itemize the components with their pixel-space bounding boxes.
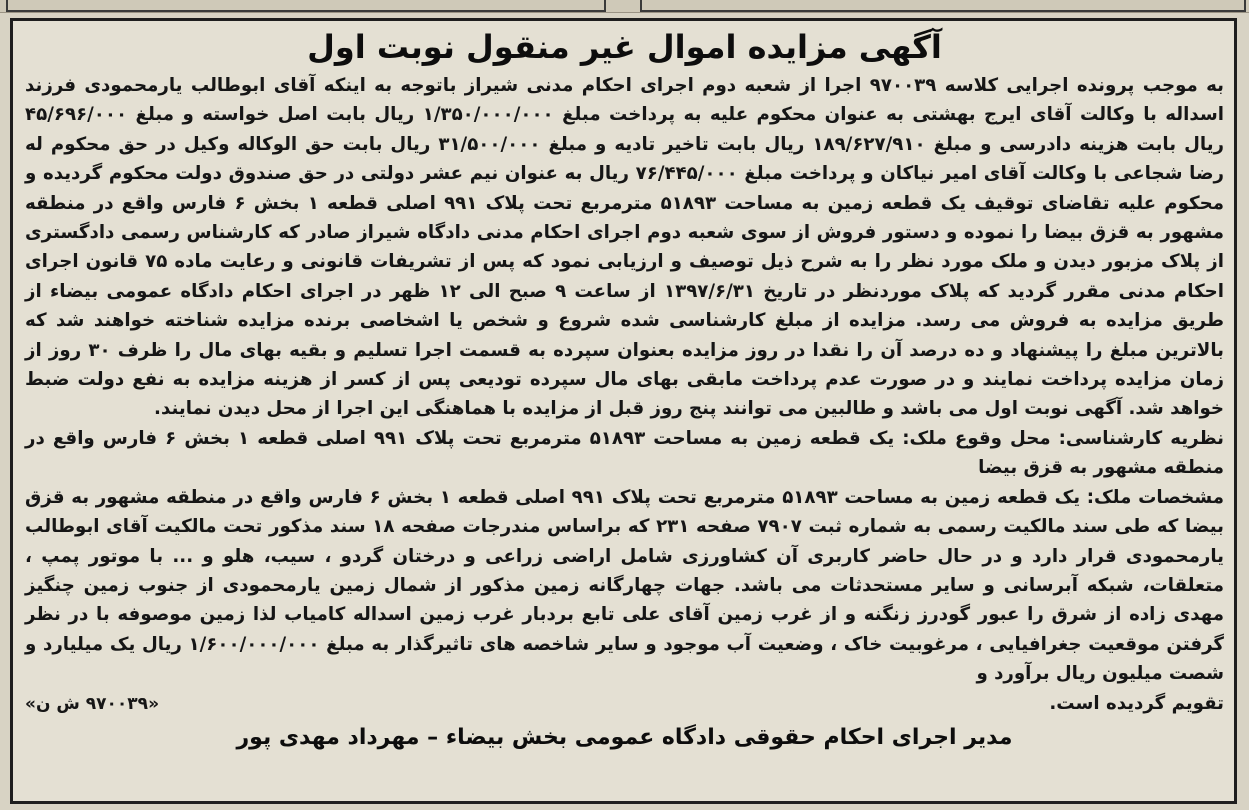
notice-title: آگهی مزایده اموال غیر منقول نوبت اول — [307, 28, 942, 66]
notice-body — [25, 71, 1224, 719]
adjacent-ad-box-right — [640, 0, 1246, 12]
closing-text: تقویم گردیده است. — [1049, 692, 1224, 714]
closing-line — [25, 689, 1224, 719]
main-paragraph: به موجب پرونده اجرایی کلاسه ۹۷۰۰۳۹ اجرا از شعبه دوم اجرای احکام مدنی شیراز باتوجه به اینکه آقای ابوطالب یارمحمودی فرزند اسداله با وکالت آقای ایرج بهشتی به عنوان محکوم علیه به پرداخت مبلغ ۱/۳۵۰/۰۰۰/۰۰۰ ریال بابت اصل خواسته و مبلغ ۴۵/۶۹۶/۰۰۰ ریال بابت هزینه دادرسی و مبلغ ۱۸۹/۶۲۷/۹۱۰ ریال بابت تاخیر تادیه و مبلغ ۳۱/۵۰۰/۰۰۰ ریال بابت حق الوکاله وکیل در حق محکوم له رضا شجاعی با وکالت آقای امیر نیاکان و پرداخت مبلغ ۷۶/۴۴۵/۰۰۰ ریال به عنوان نیم عشر دولتی در حق صندوق دولت محکوم گردیده و محکوم علیه تقاضای توقیف یک قطعه زمین به مساحت ۵۱۸۹۳ مترمربع تحت پلاک ۹۹۱ اصلی قطعه ۱ بخش ۶ فارس واقع در منطقه مشهور به قزق بیضا را نموده و دستور فروش از سوی شعبه دوم اجرای احکام مدنی دادگاه شیراز صادر که کارشناس رسمی دادگستری از پلاک مزبور دیدن و ملک مورد نظر را به شرح ذیل توصیف و ارزیابی نمود که پس از تشریفات قانونی و رعایت ماده ۷۵ قانون اجرای احکام مدنی مقرر گردید که پلاک موردنظر در تاریخ ۱۳۹۷/۶/۳۱ از ساعت ۹ صبح الی ۱۲ ظهر در اجرای احکام دادگاه عمومی بیضاء از طریق مزایده به فروش می رسد. مزایده از مبلغ کارشناسی شده شروع و شخص یا اشخاصی برنده مزایده شناخته خواهند شد که بالاترین مبلغ را پیشنهاد و ده درصد آن را نقدا در روز مزایده بعنوان سپرده به قسمت اجرا تسلیم و بقیه بهای مال را ظرف ۳۰ روز از زمان مزایده پرداخت نمایند و در صورت عدم پرداخت مابقی بهای مال سپرده تودیعی پس از کسر از هزینه مزایده به نفع دولت ضبط خواهد شد. آگهی نوبت اول می باشد و طالبین می توانند پنج روز قبل از مزایده با هماهنگی این اجرا از محل دیدن نمایند. — [25, 75, 1224, 420]
adjacent-ad-box-left — [6, 0, 606, 12]
expert-opinion-paragraph: نظریه کارشناسی: محل وقوع ملک: یک قطعه زمین به مساحت ۵۱۸۹۳ مترمربع تحت پلاک ۹۹۱ اصلی قطعه ۱ بخش ۶ فارس واقع در منطقه مشهور به قزق بیضا — [25, 427, 1225, 479]
reference-code: «۹۷۰۰۳۹ ش ن» — [25, 693, 160, 714]
property-specs-paragraph: مشخصات ملک: یک قطعه زمین به مساحت ۵۱۸۹۳ مترمربع تحت پلاک ۹۹۱ اصلی قطعه ۱ بخش ۶ فارس واقع در منطقه مشهور به قزق بیضا که طی سند مالکیت رسمی به شماره ثبت ۷۹۰۷ صفحه ۲۳۱ که براساس مندرجات صفحه ۱۸ سند مذکور تحت مالکیت آقای ابوطالب یارمحمودی قرار دارد و در حال حاضر کاربری آن کشاورزی شامل اراضی زراعی و درختان گردو ، سیب، هلو و ... با موتور پمپ ، متعلقات، شبکه آبرسانی و سایر مستحدثات می باشد. جهات چهارگانه زمین مذکور از شمال زمین یارمحمودی از جنوب زمین چنگیز مهدی زاده از شرق را عبور گودرز زنگنه و از غرب زمین آقای علی تابع بردبار غرب زمین اسداله کامیاب لذا زمین موصوفه با در نظر گرفتن موقعیت جغرافیایی ، مرغوبیت خاک ، وضعیت آب موجود و سایر شاخصه های تاثیرگذار به مبلغ ۱/۶۰۰/۰۰۰/۰۰۰ ریال یک میلیارد و شصت میلیون ریال برآورد و — [25, 486, 1224, 685]
auction-notice — [10, 18, 1237, 804]
top-strip — [0, 0, 1249, 13]
signature-line: مدیر اجرای احکام حقوقی دادگاه عمومی بخش بیضاء – مهرداد مهدی پور — [236, 724, 1013, 750]
